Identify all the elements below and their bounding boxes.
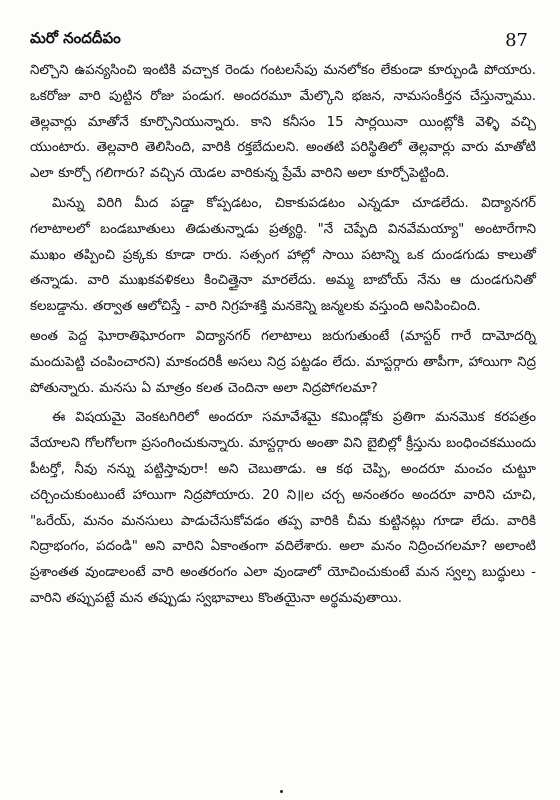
paragraph-3: అంత పెద్ద ఘోరాతిఘోరంగా విద్యానగర్ గలాటాలు జరుగుతుంటే (మాస్టర్ గారే దామోదర్ని మందుపెట్టి చంపించారని) మాకందరికీ అసలు నిద్ర పట్టడం లేదు. మాస్టర్గారు తాపీగా, హాయిగా నిద్ర పోతున్నారు. మనసు ఏ మాత్రం కలత చెందినా అలా నిద్రపోగలమా? [30,328,536,396]
body-text [30,58,536,612]
page-number: 87 [505,29,528,51]
running-header [30,28,528,52]
running-title: మరో నందదీపం [30,29,121,47]
page-speck [280,790,283,793]
paragraph-2: మిన్ను విరిగి మీద పడ్డా కోప్పడటం, చికాకుపడటం ఎన్నడూ చూడలేదు. విద్యానగర్ గలాటాలలో బండబూతులు తిడుతున్నాడు ప్రత్యర్థి. "నే చెప్పేది వినవేమయ్యా" అంటారేగాని ముఖం తప్పించి ప్రక్కకు కూడా రారు. సత్సంగ హాల్లో సాయి పటాన్ని ఒక దుండగుడు కాలుతో తన్నాడు. వారి ముఖకవళికలు కించిత్తైనా మారలేదు. అమ్మ బాబోయ్ నేను ఆ దుండగునితో కలబడ్డాను. తర్వాత ఆలోచిస్తే - వారి నిగ్రహశక్తి మనకెన్ని జన్మలకు వస్తుంది అనిపించింది. [30,195,536,315]
paragraph-4: ఈ విషయమై వెంకటగిరిలో అందరూ సమావేశమై కమిండ్లోకు ప్రతిగా మనమొక కరపత్రం వేయాలని గోలగోలగా ప్రసంగించుకున్నారు. మాస్టర్గారు అంతా విని బైబిల్లో క్రీస్తును బంధించకముందు పీటర్తో, నీవు నన్ను పట్టిస్తావురా! అని చెబుతాడు. ఆ కథ చెప్పి, అందరూ మంచం చుట్టూ చర్చించుకుంటుంటే హాయిగా నిద్రపోయారు. 20 ని॥ల చర్చ అనంతరం అందరూ వారిని చూచి, "ఒరేయ్, మనం మనసులు పాడుచేసుకోవడం తప్ప వారికి చీమ కుట్టినట్లు గూడా లేదు. వారికి నిద్రాభంగం, పదండి" అని వారిని ఏకాంతంగా వదిలేశారు. అలా మనం నిద్రించగలమా? అలాంటి ప్రశాంతత వుండాలంటే వారి అంతరంగం ఎలా వుండాలో యోచించుకుంటే మన స్వల్ప బుద్ధులు - వారిని తప్పుపట్టే మన తప్పుడు స్వభావాలు కొంతయైనా అర్థమవుతాయి. [30,410,536,606]
paragraph-1: నిల్చొని ఉపన్యసించి ఇంటికి వచ్చాక రెండు గంటలసేపు మనలోకం లేకుండా కూర్చుండి పోయారు. ఒకరోజు వారి పుట్టిన రోజు పండుగ. అందరమూ మేల్కొని భజన, నామసంకీర్తన చేస్తున్నాము. తెల్లవార్లు మాతోనే కూర్చొనియున్నారు. కాని కనీసం 15 సార్లయినా యింట్లోకి వెళ్ళి వచ్చి యుంటారు. తెల్లవారి తెలిసింది, వారికి రక్తబేదులని. అంతటి పరిస్థితిలో తెల్లవార్లు వారు మాతోటి ఎలా కూర్చో గలిగారు? వచ్చిన యెడల వారికున్న ప్రేమే వారిని అలా కూర్చోపెట్టింది. [30,63,536,182]
